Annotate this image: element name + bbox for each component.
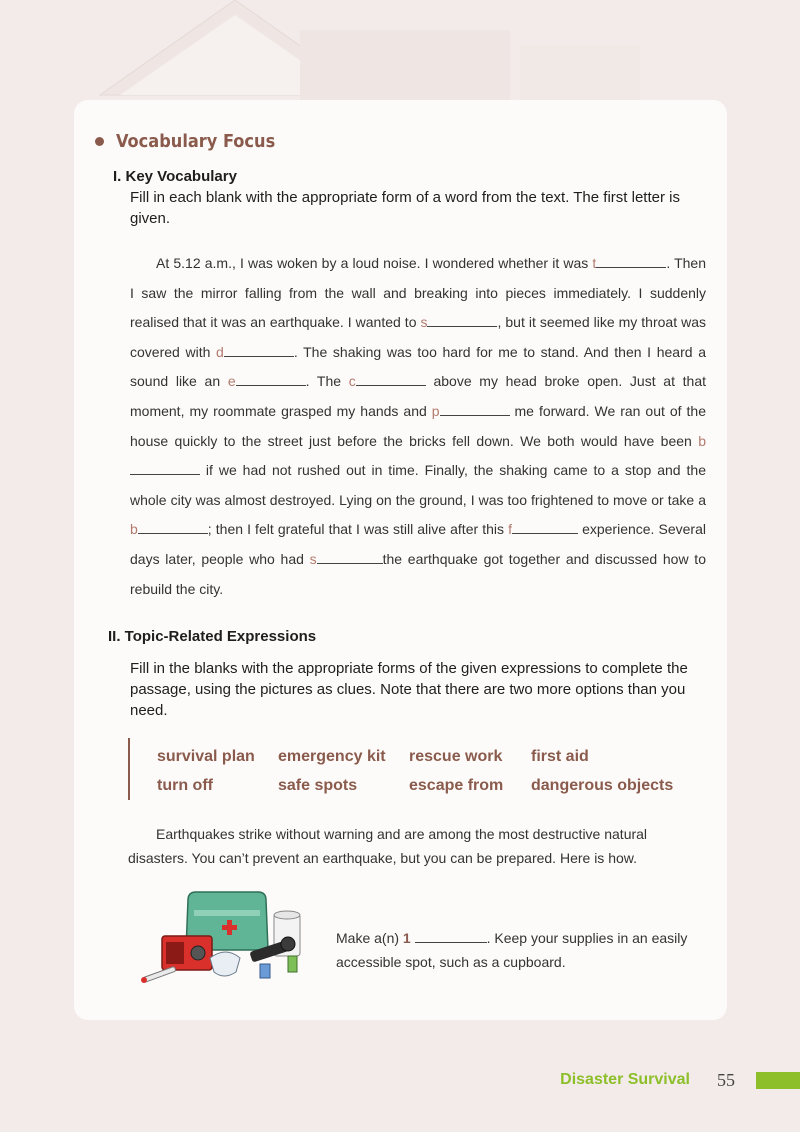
answer-blank[interactable] — [130, 460, 200, 475]
answer-blank[interactable] — [236, 371, 306, 386]
first-letter-hint: s — [420, 314, 428, 331]
word-option: escape from — [409, 777, 504, 794]
word-option: survival plan — [157, 748, 255, 765]
word-option: emergency kit — [278, 748, 386, 765]
bullet-icon — [95, 137, 104, 146]
word-option: first aid — [531, 748, 589, 765]
first-letter-hint: s — [309, 550, 317, 567]
answer-blank[interactable] — [317, 549, 383, 564]
first-letter-hint: b — [698, 432, 706, 449]
blank-number: 1 — [402, 930, 411, 946]
word-bank — [128, 738, 130, 800]
first-letter-hint: t — [592, 255, 597, 271]
task-1-instruction: Make a(n) 1 . Keep your supplies in an easily accessible spot, such as a cupboard. — [336, 930, 688, 970]
emergency-kit-illustration — [136, 888, 316, 992]
unit-title: Disaster Survival — [560, 1071, 690, 1088]
key-vocabulary-heading: I. Key Vocabulary — [113, 168, 237, 185]
first-letter-hint: c — [348, 373, 356, 390]
first-letter-hint: p — [431, 402, 440, 419]
answer-blank[interactable] — [138, 519, 208, 534]
answer-blank[interactable] — [356, 371, 426, 386]
answer-blank[interactable] — [224, 342, 294, 357]
page-number: 55 — [717, 1070, 735, 1090]
key-vocabulary-instruction: Fill in each blank with the appropriate form of a word from the text. The first letter is given. — [130, 189, 680, 227]
vocabulary-passage: At 5.12 a.m., I was woken by a loud noise. I wondered whether it was t . Then I saw the mirror falling from the wall and breaking into pieces immediately. I suddenly realised that it was an earthquake. I wanted to s , but it seemed like my throat was covered with d . The shaking was too hard for me to stand. And then I heard a sound like an e . The c above my head broke open. Just at that moment, my roommate grasped my hands and p me forward. We ran out of the house quickly to the street just before the bricks fell down. We both would have been b if we had not rushed out in time. Finally, the shaking came to a stop and the whole city was almost destroyed. Lying on the ground, I was too frightened to move or take a b ; then I felt grateful that I was still alive after this f experience. Several days later, people who had s the earthquake got together and discussed how to rebuild the city. — [130, 255, 707, 597]
word-option: rescue work — [409, 748, 503, 765]
word-option: turn off — [157, 777, 213, 794]
first-letter-hint: b — [130, 521, 138, 538]
first-letter-hint: e — [227, 373, 236, 390]
topic-expressions-heading: II. Topic-Related Expressions — [108, 628, 317, 645]
earthquake-intro: Earthquakes strike without warning and are among the most destructive natural disasters. You can’t prevent an earthquake, but you can be prepared. Here is how. — [128, 826, 648, 866]
topic-expressions-instruction: Fill in the blanks with the appropriate forms of the given expressions to complete the passage, using the pictures as clues. Note that there are two more options than you need. — [130, 660, 688, 719]
answer-blank[interactable] — [427, 312, 497, 327]
answer-blank[interactable] — [596, 253, 666, 268]
answer-blank[interactable] — [512, 519, 578, 534]
word-option: safe spots — [278, 777, 358, 794]
footer-accent-bar — [756, 1072, 800, 1089]
first-letter-hint: f — [508, 521, 512, 538]
answer-blank[interactable] — [440, 401, 510, 416]
first-letter-hint: d — [216, 343, 224, 360]
word-option: dangerous objects — [531, 777, 674, 794]
answer-blank[interactable] — [415, 928, 487, 943]
section-title: Vocabulary Focus — [95, 131, 275, 152]
